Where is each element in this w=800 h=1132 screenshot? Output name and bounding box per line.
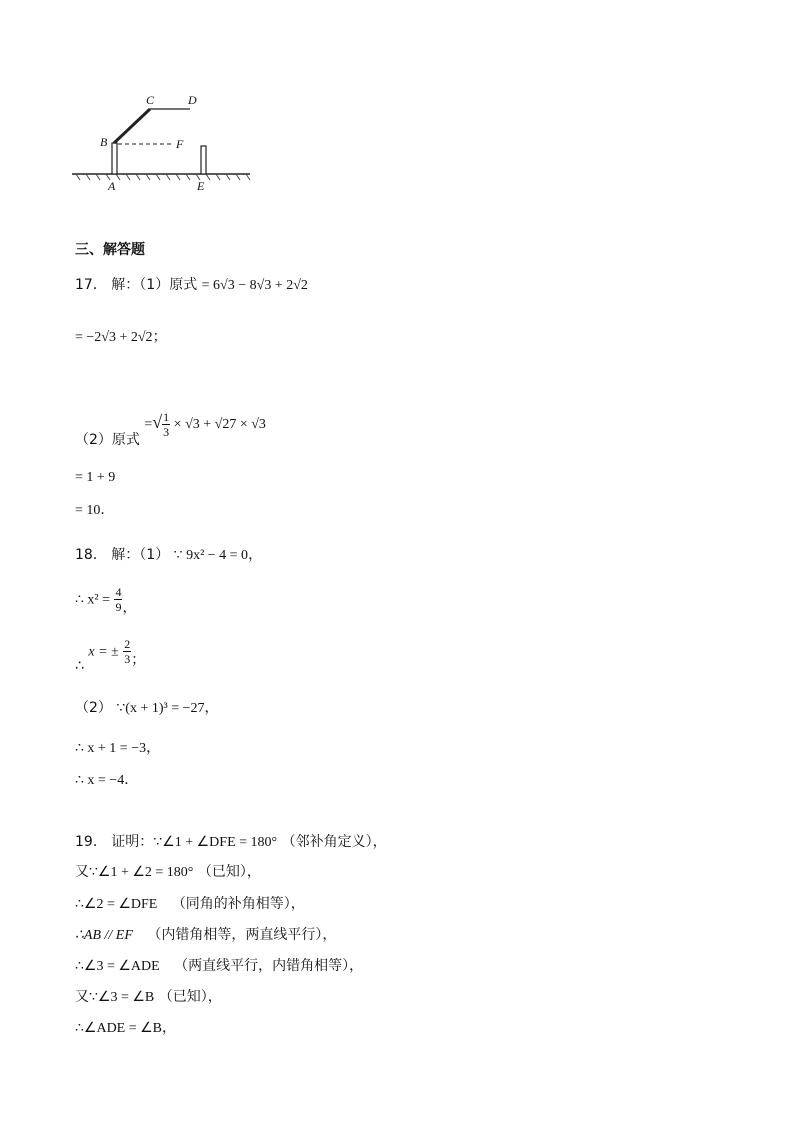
q19-line1 [75,832,387,853]
q18-part2-expr: ∵(x + 1)³ = −27 [116,701,205,716]
q18-line1-end: ， [248,547,263,563]
section-title: 三、解答题 [75,242,145,258]
q19-expr6: ∵∠3 = ∠B [89,990,155,1005]
q17-intro: 解：（1）原式 [111,277,198,293]
q18-expr3: x = ± [88,644,119,660]
q18-line3-end: ； [131,651,146,668]
q17-line2-end: ； [152,329,167,345]
q17-line1 [75,275,308,296]
q18-line5 [75,738,160,759]
q19-line3 [75,894,305,915]
q19-expr7: ∴∠ADE = ∠B [75,1021,163,1036]
q19-expr2: ∵∠1 + ∠2 = 180° [89,865,194,880]
q17-expr2: = −2√3 + 2√2 [75,330,153,345]
q18-frac1: $\frac{4}{9}$ [115,585,122,614]
q19-line2 [75,862,261,883]
q18-line5-end: ， [146,740,161,756]
q17-part2-expr: =√ $\frac{1}{3}$ × √3 + √27 × √3 [144,410,266,439]
q18-expr1: ∵ 9x² − 4 = 0 [173,548,249,563]
q17-line2 [75,327,167,348]
q19-note3: （同角的补角相等）， [171,896,305,912]
pole-ab [112,143,117,174]
q18-result: ∴ x = −4 [75,773,125,788]
q19-line7 [75,1018,176,1039]
q19-also6: 又 [75,989,89,1005]
q18-line2 [75,585,136,625]
q17-line3 [75,412,266,452]
q17-result: = 10 [75,503,101,518]
q19-line5 [75,956,363,977]
q19-number: 19． [75,834,107,850]
q17-line5 [75,500,114,521]
q17-number: 17． [75,277,107,293]
q18-line2-end: ， [122,599,137,616]
ground-hatching [76,174,250,180]
q19-expr3: ∴∠2 = ∠DFE [75,897,158,912]
label-f: F [176,137,184,151]
figure-svg [60,88,260,198]
label-c: C [146,93,155,107]
q18-part2-label: （2） [75,700,112,716]
q19-expr5: ∴∠3 = ∠ADE [75,959,160,974]
q19-also2: 又 [75,864,89,880]
label-e: E [197,179,205,193]
q19-expr4: ∴AB // EF [75,928,133,943]
q18-expr2: ∴ x² = [75,592,110,608]
geometry-figure [60,88,260,198]
label-b: B [100,135,108,149]
q18-line6 [75,770,138,791]
label-d: D [188,93,197,107]
q19-proof-label: 证明： [111,834,154,850]
q18-line3 [75,637,145,677]
q17-line4: = 1 + 9 [75,470,116,485]
q17-expr1: = 6√3 − 8√3 + 2√2 [201,278,308,293]
q19-line7-end: ， [162,1020,177,1036]
label-a: A [108,179,116,193]
q19-note1: （邻补角定义）， [281,834,387,850]
q17-part2-label: （2）原式 [75,431,140,448]
q18-intro: 解：（1） [111,547,170,563]
q18-line4 [75,698,219,719]
q17-line5-end: ． [100,502,115,518]
q18-line6-end: ． [124,772,139,788]
segment-bc [114,109,150,143]
q18-therefore: ∴ [75,657,84,674]
q19-line6 [75,987,222,1008]
q17-frac: $\frac{1}{3}$ [163,410,170,439]
q18-line4-end: ， [204,700,219,716]
q18-line1 [75,545,262,566]
pole-e [201,146,206,174]
q18-number: 18． [75,547,107,563]
q19-note2: （已知）， [197,864,261,880]
q19-note4: （内错角相等，两直线平行）， [147,927,337,943]
q18-frac2: $\frac{2}{3}$ [124,637,131,666]
q19-expr1: ∵∠1 + ∠DFE = 180° [153,835,278,850]
q19-note5: （两直线平行，内错角相等）， [174,958,364,974]
q19-note6: （已知）， [158,989,222,1005]
q18-expr5: ∴ x + 1 = −3 [75,741,147,756]
q19-line4 [75,925,336,946]
